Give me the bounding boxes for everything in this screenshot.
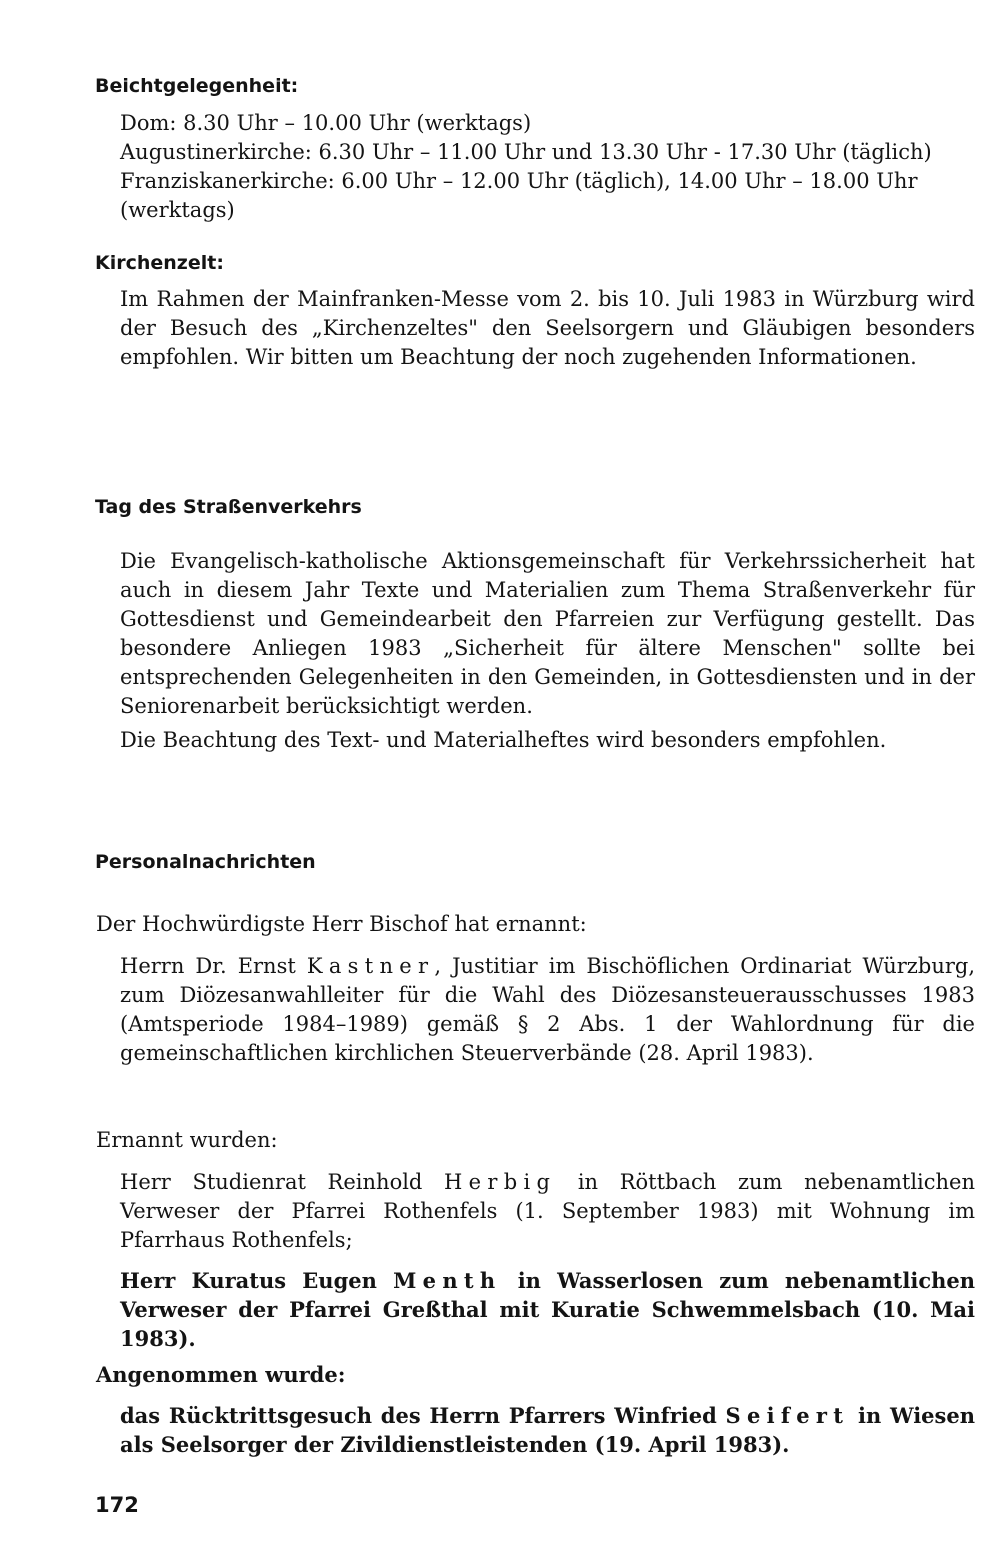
ernannt-heading: Ernannt wurden: [96,1128,278,1152]
kastner-text-pre: Herrn Dr. Ernst [120,954,307,978]
menth-text-pre: Herr Kuratus Eugen [120,1268,394,1293]
seifert-resignation [120,1401,975,1459]
beicht-line-werktags: (werktags) [120,198,235,222]
beicht-line-augustiner: Augustinerkirche: 6.30 Uhr – 11.00 Uhr und 13.30 Uhr - 17.30 Uhr (täglich) [120,140,932,164]
personal-intro: Der Hochwürdigste Herr Bischof hat ernannt: [96,912,587,936]
herbig-appointment [120,1168,975,1255]
strassenverkehr-heading: Tag des Straßenverkehrs [95,496,362,518]
beicht-times [120,109,975,225]
menth-text-post: in Wasserlosen zum nebenamtlichen Verweser der Pfarrei Greßthal mit Kuratie Schwemmelsbach (10. Mai 1983). [120,1268,976,1351]
menth-name: Menth [393,1268,502,1293]
kastner-appointment [120,952,975,1068]
beicht-line-dom: Dom: 8.30 Uhr – 10.00 Uhr (werktags) [120,111,532,135]
seifert-text-pre: das Rücktrittsgesuch des Herrn Pfarrers Winfried [120,1403,726,1428]
kastner-text-post: , Justitiar im Bischöflichen Ordinariat Würzburg, zum Diözesanwahlleiter für die Wahl des Diözesansteuerausschusses 1983 (Amtsperiode 1984–1989) gemäß § 2 Abs. 1 der Wahlordnung für die gemeinschaftlichen kirchlichen Steuerverbände (28. April 1983). [120,954,975,1065]
seifert-text-post: in Wiesen als Seelsorger der Zivildienstleistenden (19. April 1983). [120,1403,975,1457]
strassenverkehr-paragraph: Die Evangelisch-katholische Aktionsgemeinschaft für Verkehrssicherheit hat auch in diesem Jahr Texte und Materialien zum Thema Straßenverkehr für Gottesdienst und Gemeindearbeit den Pfarreien zur Verfügung gestellt. Das besondere Anliegen 1983 „Sicherheit für ältere Menschen" sollte bei entsprechenden Gelegenheiten in den Gemeinden, in Gottesdiensten und in der Seniorenarbeit berücksichtigt werden. [120,549,975,718]
angenommen-heading: Angenommen wurde: [96,1362,346,1387]
strassenverkehr-paragraph-2: Die Beachtung des Text- und Materialheftes wird besonders empfohlen. [120,728,887,752]
seifert-name: Seifert [725,1403,850,1428]
page-number: 172 [95,1493,139,1517]
kirchenzelt-text: Im Rahmen der Mainfranken-Messe vom 2. bis 10. Juli 1983 in Würzburg wird der Besuch des „Kirchenzeltes" den Seelsorgern und Gläubigen besonders empfohlen. Wir bitten um Beachtung der noch zugehenden Informationen. [120,287,975,369]
herbig-text-post: in Röttbach zum nebenamtlichen Verweser der Pfarrei Rothenfels (1. September 1983) mit Wohnung im Pfarrhaus Rothenfels; [120,1170,975,1252]
herbig-text-pre: Herr Studienrat Reinhold [120,1170,445,1194]
menth-appointment [120,1266,975,1353]
beicht-heading: Beichtgelegenheit: [95,75,299,97]
kastner-name: Kastner [306,954,435,978]
personal-heading: Personalnachrichten [95,851,316,873]
beicht-line-franziskaner: Franziskanerkirche: 6.00 Uhr – 12.00 Uhr (täglich), 14.00 Uhr – 18.00 Uhr [120,169,918,193]
herbig-name: Herbig [444,1170,557,1194]
kirchenzelt-heading: Kirchenzelt: [95,252,224,274]
